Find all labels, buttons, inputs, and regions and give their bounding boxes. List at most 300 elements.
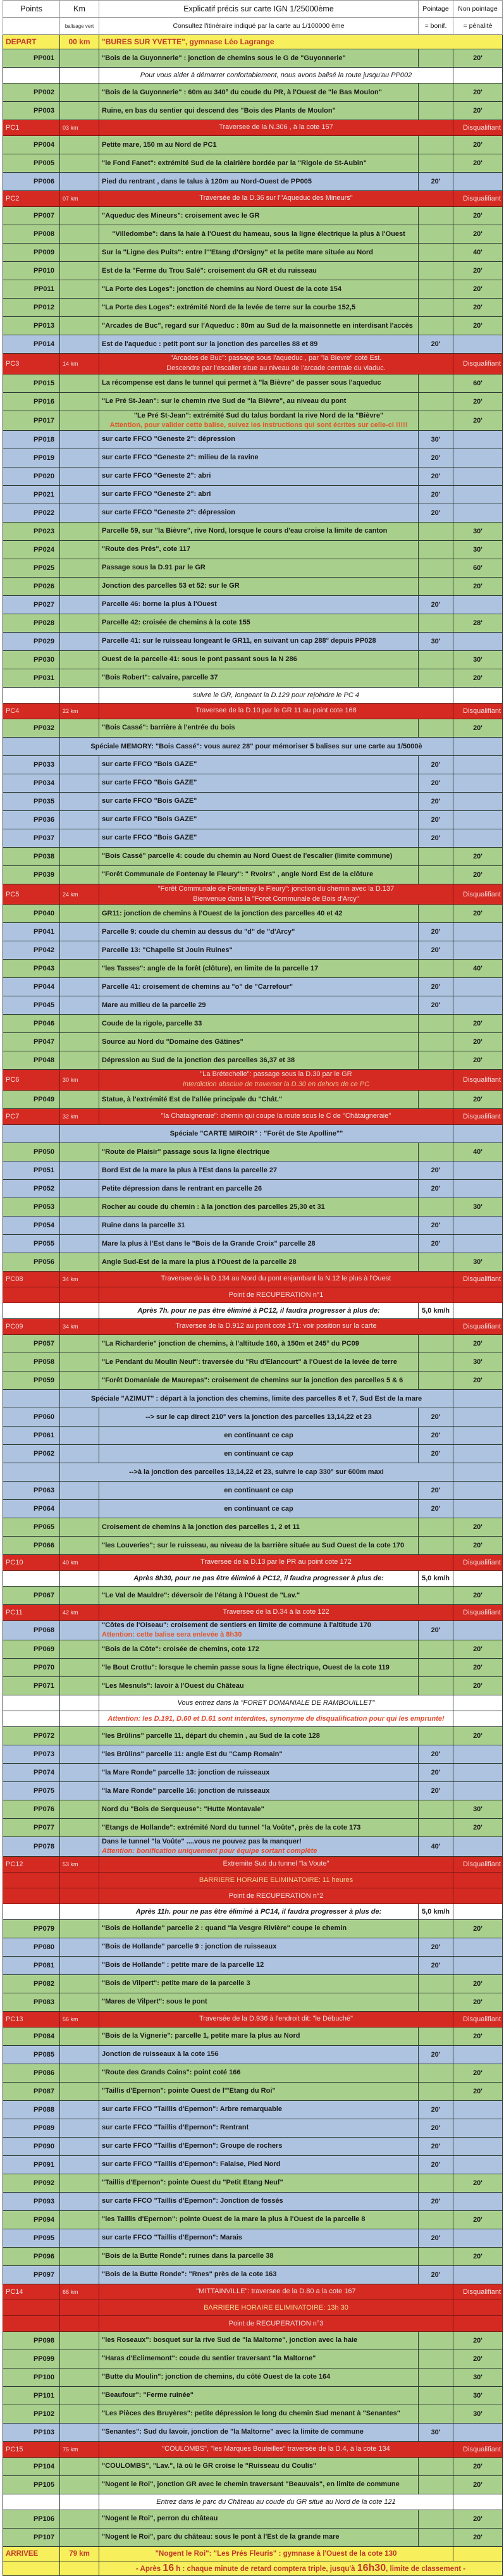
checkpoint-row-bonus	[3, 2119, 503, 2137]
checkpoint-km	[60, 485, 99, 504]
control-post-id: PC6	[3, 1070, 60, 1091]
penalty-value: 20'	[453, 102, 503, 120]
disqualifying-status: Disqualifiant	[453, 1856, 503, 1872]
control-post-description-text: "Forêt Communale de Fontenay le Fleury": jonction du chemin avec la D.137	[157, 884, 395, 893]
checkpoint-id: PP073	[3, 1745, 60, 1764]
col-header-points: Points	[3, 1, 60, 18]
control-post-km: 42 km	[60, 1605, 99, 1621]
bonus-value	[419, 1537, 453, 1555]
penalty-value: 40'	[453, 960, 503, 978]
checkpoint-id: PP076	[3, 1800, 60, 1819]
checkpoint-description-text: Est de l'aqueduc : petit pont sur la jonction des parcelles 88 et 89	[102, 340, 318, 348]
checkpoint-id: PP091	[3, 2155, 60, 2174]
checkpoint-km	[60, 449, 99, 467]
bonus-value: 20'	[419, 2137, 453, 2155]
checkpoint-row-penalty	[3, 1253, 503, 1272]
checkpoint-km	[60, 1033, 99, 1051]
checkpoint-description-text: Petite dépression dans le rentrant en parcelle 26	[102, 1184, 262, 1192]
recovery-point-label: Point de RECUPERATION n°2	[99, 1888, 453, 1904]
bonus-value	[419, 49, 453, 68]
disqualifying-status: Disqualifiant	[453, 1070, 503, 1091]
control-post-description-text: Traversee de la D.10 par le GR 11 au point cote 168	[195, 706, 357, 714]
checkpoint-id: PP102	[3, 2405, 60, 2423]
checkpoint-row-penalty	[3, 559, 503, 577]
control-post-row	[3, 191, 503, 207]
bonus-value: 20'	[419, 978, 453, 996]
control-post-row	[3, 1272, 503, 1287]
penalty-value: 30'	[453, 1198, 503, 1217]
bonus-value: 20'	[419, 504, 453, 522]
checkpoint-row-penalty	[3, 2210, 503, 2229]
col-header-penalty: Non pointage	[453, 1, 503, 18]
bonus-value	[419, 207, 453, 225]
checkpoint-description	[99, 1235, 419, 1253]
checkpoint-row-bonus	[3, 774, 503, 792]
checkpoint-description-text: Ruine dans la parcelle 31	[102, 1221, 185, 1229]
recovery-point-label: Point de RECUPERATION n°1	[99, 1287, 453, 1303]
checkpoint-km	[60, 2386, 99, 2405]
checkpoint-description-text: en continuant ce cap	[224, 1504, 293, 1513]
control-post-id: PC2	[3, 191, 60, 207]
checkpoint-description-text: Pied du rentrant , dans le talus à 120m au Nord-Ouest de PP005	[102, 177, 312, 185]
bonus-value	[419, 960, 453, 978]
checkpoint-km	[60, 595, 99, 614]
checkpoint-row-penalty	[3, 1015, 503, 1033]
bonus-value	[419, 559, 453, 577]
checkpoint-km	[60, 2331, 99, 2350]
checkpoint-km	[60, 2119, 99, 2137]
col-subheader-bonus: = bonif.	[419, 18, 453, 35]
penalty-value: 20'	[453, 1372, 503, 1390]
bonus-value: 20'	[419, 2265, 453, 2284]
checkpoint-id: PP093	[3, 2192, 60, 2210]
checkpoint-km	[60, 2082, 99, 2100]
special-section-row	[3, 1125, 503, 1143]
blank-cell	[60, 1571, 99, 1587]
checkpoint-description-text: "Le Val de Mauldre": déversoir de l'étang à l'Ouest de "Lav."	[102, 1591, 300, 1599]
checkpoint-description	[99, 1727, 419, 1745]
checkpoint-km	[60, 335, 99, 354]
control-post-row	[3, 2011, 503, 2027]
recovery-point-row	[3, 1888, 503, 1904]
checkpoint-description-text: "Villedombe": dans la haie à l'Ouest du hameau, sous la ligne électrique la plus à l'Ouest	[112, 230, 405, 238]
control-post-km: 32 km	[60, 1109, 99, 1125]
depart-label: DEPART	[3, 35, 60, 49]
arrivee-rule-hour1: 16	[163, 2562, 175, 2573]
checkpoint-description-text: "le Fond Fanet": extrémité Sud de la clairière bordée par la "Rigole de St-Aubin"	[102, 159, 367, 167]
disqualifying-status: Disqualifiant	[453, 884, 503, 905]
bonus-value: 20'	[419, 1408, 453, 1427]
bonus-value	[419, 317, 453, 335]
disqualifying-status: Disqualifiant	[453, 2011, 503, 2027]
checkpoint-km	[60, 392, 99, 411]
checkpoint-km	[60, 1800, 99, 1819]
checkpoint-id: PP016	[3, 392, 60, 411]
blank-cell	[453, 737, 503, 755]
checkpoint-km	[60, 262, 99, 280]
penalty-value: 40'	[453, 244, 503, 262]
bonus-value	[419, 2405, 453, 2423]
checkpoint-description	[99, 467, 419, 485]
checkpoint-description-text: "Butte du Moulin": jonction de chemins, du côté Ouest de la cote 164	[102, 2373, 331, 2381]
checkpoint-id: PP046	[3, 1015, 60, 1033]
checkpoint-id: PP007	[3, 207, 60, 225]
checkpoint-km	[60, 1091, 99, 1109]
bonus-value: 20'	[419, 173, 453, 191]
checkpoint-id: PP012	[3, 299, 60, 317]
checkpoint-row-bonus	[3, 2423, 503, 2441]
checkpoint-description-text: "Forêt Domaniale de Maurepas": croisement de chemins sur la jonction des parcelles 5 & 6	[102, 1376, 403, 1384]
warning-note-row	[3, 1711, 503, 1727]
checkpoint-id: PP107	[3, 2528, 60, 2546]
bonus-value: 30'	[419, 2423, 453, 2441]
penalty-value	[453, 1764, 503, 1782]
checkpoint-km	[60, 1217, 99, 1235]
checkpoint-id: PP068	[3, 1621, 60, 1640]
checkpoint-km	[60, 430, 99, 449]
disqualifying-status: Disqualifiant	[453, 191, 503, 207]
bonus-value	[419, 650, 453, 669]
checkpoint-km	[60, 102, 99, 120]
info-note-text: Vous entrez dans la "FORET DOMANIALE DE RAMBOUILLET"	[99, 1695, 453, 1711]
col-subheader-description: Consultez l'itinéraire indiqué par la carte au 1/100000 ème	[99, 18, 419, 35]
checkpoint-row-penalty	[3, 1659, 503, 1677]
checkpoint-description	[99, 374, 419, 392]
control-post-row	[3, 884, 503, 905]
bonus-value	[419, 577, 453, 595]
checkpoint-km	[60, 614, 99, 632]
bonus-value	[419, 1587, 453, 1605]
checkpoint-id: PP087	[3, 2082, 60, 2100]
time-barrier-row	[3, 1872, 503, 1888]
control-post-id: PC5	[3, 884, 60, 905]
control-post-id: PC13	[3, 2011, 60, 2027]
blank-cell	[3, 687, 60, 703]
recovery-point-label: Point de RECUPERATION n°3	[99, 2315, 453, 2331]
checkpoint-km	[60, 2229, 99, 2247]
checkpoint-description-text: sur carte FFCO "Geneste 2": abri	[102, 490, 211, 498]
control-post-description	[99, 2284, 453, 2300]
checkpoint-id: PP106	[3, 2510, 60, 2528]
checkpoint-description	[99, 1372, 419, 1390]
checkpoint-id: PP101	[3, 2386, 60, 2405]
bonus-value	[419, 2368, 453, 2386]
bonus-value: 20'	[419, 1427, 453, 1445]
checkpoint-description-text: Parcelle 13: "Chapelle St Jouin Ruines"	[102, 946, 233, 955]
blank-cell	[60, 1872, 99, 1888]
checkpoint-row-penalty	[3, 669, 503, 687]
checkpoint-row-penalty	[3, 2528, 503, 2546]
checkpoint-description	[99, 1427, 419, 1445]
speed-rule-text: Après 11h. pour ne pas être éliminé à PC14, il faudra progresser à plus de:	[99, 1904, 419, 1919]
checkpoint-id: PP041	[3, 923, 60, 941]
checkpoint-row-bonus	[3, 632, 503, 650]
checkpoint-km	[60, 1993, 99, 2011]
checkpoint-id: PP050	[3, 1143, 60, 1161]
penalty-value: 20'	[453, 865, 503, 884]
checkpoint-description-text: "les Brûlins" parcelle 11, départ du chemin , au Sud de la cote 128	[102, 1731, 320, 1740]
penalty-value	[453, 485, 503, 504]
bonus-value	[419, 1640, 453, 1659]
disqualifying-status: Disqualifiant	[453, 1272, 503, 1287]
checkpoint-row-penalty	[3, 960, 503, 978]
bonus-value	[419, 2331, 453, 2350]
control-post-id: PC3	[3, 354, 60, 375]
checkpoint-description-text: sur carte FFCO "Bois GAZE"	[102, 815, 197, 824]
checkpoint-id: PP095	[3, 2229, 60, 2247]
bonus-value	[419, 154, 453, 173]
checkpoint-km	[60, 650, 99, 669]
checkpoint-description-text: Parcelle 59, sur "la Bièvre", rive Nord, lorsque le cours d'eau croise la limite de canton	[102, 527, 388, 535]
checkpoint-id: PP069	[3, 1640, 60, 1659]
checkpoint-row-bonus	[3, 1427, 503, 1445]
control-post-row	[3, 1109, 503, 1125]
checkpoint-description	[99, 2082, 419, 2100]
blank-cell	[3, 2315, 60, 2331]
bonus-value	[419, 2064, 453, 2082]
checkpoint-id: PP033	[3, 755, 60, 774]
checkpoint-description-text: Sur la "Ligne des Puits": entre l'"Etang d'Orsigny" et la petite mare située au Nord	[102, 248, 373, 256]
checkpoint-description	[99, 299, 419, 317]
checkpoint-id: PP039	[3, 865, 60, 884]
checkpoint-description-text: sur carte FFCO "Geneste 2": dépression	[102, 509, 235, 517]
checkpoint-km	[60, 774, 99, 792]
checkpoint-description-text: "les Taillis d'Epernon": pointe Ouest de la mare la plus à l'Ouest de la parcelle 8	[102, 2215, 366, 2224]
checkpoint-description-text: sur carte FFCO "Taillis d'Epernon": Marais	[102, 2234, 242, 2242]
blank-cell	[60, 2315, 99, 2331]
checkpoint-description	[99, 430, 419, 449]
checkpoint-description-text: "les Tasses": angle de la forêt (clôture), en limite de la parcelle 17	[102, 965, 319, 973]
checkpoint-km	[60, 2528, 99, 2546]
checkpoint-description-text: sur carte FFCO "Geneste 2": abri	[102, 472, 211, 480]
checkpoint-id: PP040	[3, 905, 60, 923]
control-post-km: 34 km	[60, 1272, 99, 1287]
checkpoint-description-text: GR11: jonction de chemins à l'Ouest de la jonction des parcelles 40 et 42	[102, 910, 343, 918]
checkpoint-id: PP034	[3, 774, 60, 792]
checkpoint-row-penalty	[3, 49, 503, 68]
bonus-value	[419, 299, 453, 317]
col-subheader-km: balisage vert	[60, 18, 99, 35]
checkpoint-id: PP103	[3, 2423, 60, 2441]
checkpoint-row-bonus	[3, 829, 503, 847]
checkpoint-row-penalty	[3, 1143, 503, 1161]
bonus-value: 20'	[419, 1235, 453, 1253]
penalty-value: 28'	[453, 614, 503, 632]
depart-km: 00 km	[60, 35, 99, 49]
penalty-value: 20'	[453, 1993, 503, 2011]
checkpoint-description-text: La récompense est dans le tunnel qui permet à "la Bièvre" de passer sous l'aqueduc	[102, 379, 381, 387]
speed-rule-row	[3, 1303, 503, 1319]
checkpoint-km	[60, 136, 99, 154]
blank-cell	[3, 1303, 60, 1319]
checkpoint-description	[99, 1640, 419, 1659]
control-post-description	[99, 884, 453, 905]
checkpoint-description	[99, 577, 419, 595]
bonus-value	[419, 1677, 453, 1695]
checkpoint-km	[60, 1640, 99, 1659]
bonus-value: 20'	[419, 1500, 453, 1518]
checkpoint-description	[99, 2386, 419, 2405]
penalty-value	[453, 2045, 503, 2064]
bonus-value	[419, 1659, 453, 1677]
control-post-id: PC1	[3, 120, 60, 136]
control-post-description	[99, 354, 453, 375]
checkpoint-row-penalty	[3, 1033, 503, 1051]
checkpoint-row-penalty	[3, 244, 503, 262]
penalty-value: 20'	[453, 1727, 503, 1745]
checkpoint-row-penalty	[3, 1353, 503, 1372]
bonus-value: 20'	[419, 1764, 453, 1782]
special-section-title: -->à la jonction des parcelles 13,14,22 et 23, suivre le cap 330° sur 600m maxi	[60, 1463, 453, 1482]
control-post-note: Descendre par l'escalier situe au niveau de l'arcade centrale du viaduc.	[166, 364, 386, 372]
bonus-value	[419, 2210, 453, 2229]
checkpoint-id: PP045	[3, 996, 60, 1015]
checkpoint-row-penalty	[3, 1974, 503, 1993]
checkpoint-description-text: "La Porte des Loges": extrémité Nord de la levée de terre sur la courbe 152,5	[102, 303, 356, 311]
bonus-value: 20'	[419, 923, 453, 941]
checkpoint-description	[99, 1993, 419, 2011]
control-post-description	[99, 1856, 453, 1872]
checkpoint-description	[99, 1015, 419, 1033]
blank-cell	[3, 1695, 60, 1711]
checkpoint-id: PP031	[3, 669, 60, 687]
checkpoint-description-text: "Route de Plaisir" passage sous la ligne électrique	[102, 1148, 270, 1156]
control-post-description	[99, 1555, 453, 1571]
bonus-value: 30'	[419, 632, 453, 650]
checkpoint-km	[60, 755, 99, 774]
col-header-km: Km	[60, 1, 99, 18]
checkpoint-description	[99, 1677, 419, 1695]
checkpoint-id: PP049	[3, 1091, 60, 1109]
bonus-value	[419, 1819, 453, 1837]
control-post-note: Interdiction absolue de traverser la D.30 en dehors de ce PC	[182, 1081, 370, 1089]
checkpoint-row-bonus	[3, 504, 503, 522]
disqualifying-status: Disqualifiant	[453, 2441, 503, 2457]
checkpoint-id: PP083	[3, 1993, 60, 2011]
checkpoint-description-text: sur carte FFCO "Taillis d'Epernon": Groupe de rochers	[102, 2142, 283, 2150]
checkpoint-row-bonus	[3, 1180, 503, 1198]
checkpoint-row-bonus	[3, 1621, 503, 1640]
penalty-value: 20'	[453, 136, 503, 154]
checkpoint-description	[99, 522, 419, 540]
checkpoint-id: PP067	[3, 1587, 60, 1605]
checkpoint-description	[99, 84, 419, 102]
control-post-km: 07 km	[60, 191, 99, 207]
checkpoint-id: PP104	[3, 2457, 60, 2475]
penalty-value	[453, 2119, 503, 2137]
blank-cell	[60, 1711, 99, 1727]
control-post-km: 14 km	[60, 354, 99, 375]
penalty-value: 20'	[453, 317, 503, 335]
penalty-value	[453, 1180, 503, 1198]
penalty-value	[453, 1745, 503, 1764]
disqualifying-status: Disqualifiant	[453, 354, 503, 375]
penalty-value: 30'	[453, 540, 503, 559]
checkpoint-description	[99, 1659, 419, 1677]
checkpoint-km	[60, 411, 99, 430]
bonus-value	[419, 2386, 453, 2405]
checkpoint-row-bonus	[3, 923, 503, 941]
checkpoint-description	[99, 1033, 419, 1051]
checkpoint-km	[60, 2210, 99, 2229]
checkpoint-km	[60, 1621, 99, 1640]
checkpoint-id: PP043	[3, 960, 60, 978]
disqualifying-status: Disqualifiant	[453, 1555, 503, 1571]
checkpoint-row-penalty	[3, 719, 503, 737]
checkpoint-row-bonus	[3, 1408, 503, 1427]
penalty-value: 20'	[453, 577, 503, 595]
checkpoint-km	[60, 632, 99, 650]
checkpoint-id: PP053	[3, 1198, 60, 1217]
checkpoint-row-penalty	[3, 207, 503, 225]
blank-cell	[60, 2494, 99, 2510]
checkpoint-km	[60, 540, 99, 559]
checkpoint-description-text: sur carte FFCO "Bois GAZE"	[102, 760, 197, 769]
checkpoint-id: PP022	[3, 504, 60, 522]
checkpoint-id: PP085	[3, 2045, 60, 2064]
checkpoint-description-text: "Mares de Vilpert": sous le pont	[102, 1998, 207, 2006]
checkpoint-id: PP065	[3, 1518, 60, 1537]
penalty-value: 20'	[453, 207, 503, 225]
checkpoint-id: PP071	[3, 1677, 60, 1695]
penalty-value	[453, 2137, 503, 2155]
checkpoint-row-penalty	[3, 1091, 503, 1109]
checkpoint-description-text: "les Roseaux": bosquet sur la rive Sud de "la Maltorne", jonction avec la haie	[102, 2336, 358, 2344]
arrivee-label: ARRIVEE	[3, 2546, 60, 2561]
penalty-value	[453, 2229, 503, 2247]
checkpoint-row-bonus	[3, 1745, 503, 1764]
checkpoint-row-bonus	[3, 2100, 503, 2119]
checkpoint-description-text: en continuant ce cap	[224, 1449, 293, 1458]
checkpoint-id: PP105	[3, 2475, 60, 2494]
checkpoint-description-text: "Les Mesnuls": lavoir à l'Ouest du Château	[102, 1681, 244, 1690]
bonus-value: 20'	[419, 449, 453, 467]
bonus-value	[419, 1518, 453, 1537]
checkpoint-id: PP079	[3, 1919, 60, 1938]
blank-cell	[453, 1904, 503, 1919]
checkpoint-km	[60, 847, 99, 865]
penalty-value: 20'	[453, 1335, 503, 1353]
control-post-description-text: Traversée de la D.936 à l'endroit dit: "le Débuché"	[199, 2014, 353, 2022]
blank-cell	[453, 1872, 503, 1888]
checkpoint-description	[99, 1800, 419, 1819]
penalty-value: 30'	[453, 522, 503, 540]
checkpoint-row-bonus	[3, 792, 503, 810]
bonus-value	[419, 1974, 453, 1993]
penalty-value: 20'	[453, 2475, 503, 2494]
checkpoint-row-penalty	[3, 317, 503, 335]
checkpoint-description	[99, 2137, 419, 2155]
checkpoint-id: PP094	[3, 2210, 60, 2229]
control-post-row	[3, 120, 503, 136]
control-post-description	[99, 1109, 453, 1125]
penalty-value: 20'	[453, 2510, 503, 2528]
control-post-description	[99, 1070, 453, 1091]
checkpoint-id: PP048	[3, 1051, 60, 1070]
checkpoint-id: PP098	[3, 2331, 60, 2350]
blank-cell	[453, 2300, 503, 2315]
blank-cell	[3, 1390, 60, 1408]
penalty-value: 20'	[453, 1659, 503, 1677]
checkpoint-warning: Attention: bonification uniquement pour équipe sortant complète	[102, 1847, 317, 1855]
checkpoint-description	[99, 1253, 419, 1272]
checkpoint-km	[60, 207, 99, 225]
control-post-row	[3, 2284, 503, 2300]
bonus-value: 20'	[419, 2100, 453, 2119]
checkpoint-description-text: "Bois de la Côte": croisée de chemins, cote 172	[102, 1645, 259, 1653]
checkpoint-km	[60, 905, 99, 923]
bonus-value: 20'	[419, 1482, 453, 1500]
